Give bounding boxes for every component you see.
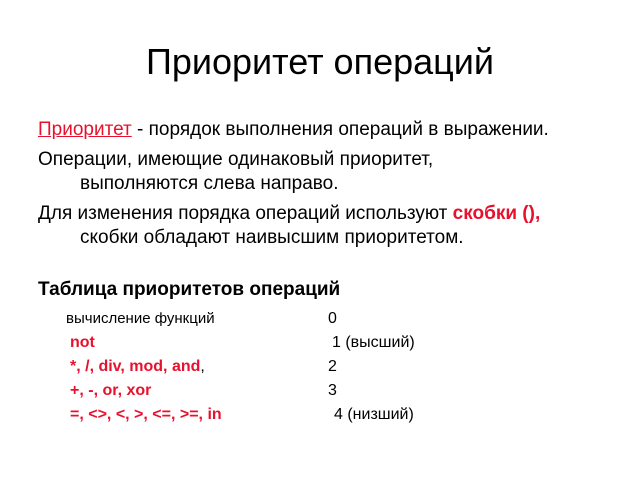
brackets-line1: Для изменения порядка операций используют <box>38 203 453 224</box>
priority-row <box>0 308 640 330</box>
row-priority: 3 <box>328 382 337 399</box>
row-operations: +, -, or, xor <box>70 382 152 399</box>
priority-row <box>0 380 640 402</box>
same-priority-paragraph <box>38 148 628 196</box>
definition-text: - порядок выполнения операций в выражении. <box>131 119 549 140</box>
row-operations-suffix: , <box>200 358 205 375</box>
definition-term: Приоритет <box>38 119 132 140</box>
priority-row <box>0 332 640 354</box>
row-priority: 1 (высший) <box>332 334 415 351</box>
slide-title: Приоритет операций <box>146 41 494 82</box>
row-priority: 2 <box>328 358 337 375</box>
row-operations: =, <>, <, >, <=, >=, in <box>70 406 222 423</box>
priority-row <box>0 356 640 378</box>
row-priority: 4 (низший) <box>334 406 414 423</box>
brackets-paragraph <box>38 202 628 250</box>
row-operations: not <box>70 334 95 351</box>
table-heading: Таблица приоритетов операций <box>38 279 341 300</box>
row-operations: вычисление функций <box>66 310 215 327</box>
brackets-highlight: скобки (), <box>452 203 541 224</box>
row-operations: *, /, div, mod, and <box>70 358 201 375</box>
row-operations-group <box>70 356 205 378</box>
same-priority-line1: Операции, имеющие одинаковый приоритет, <box>38 149 434 170</box>
priority-row <box>0 404 640 426</box>
row-priority: 0 <box>328 310 337 327</box>
brackets-line2: скобки обладают наивысшим приоритетом. <box>80 227 464 248</box>
definition-paragraph <box>38 118 628 142</box>
same-priority-line2: выполняются слева направо. <box>80 173 339 194</box>
